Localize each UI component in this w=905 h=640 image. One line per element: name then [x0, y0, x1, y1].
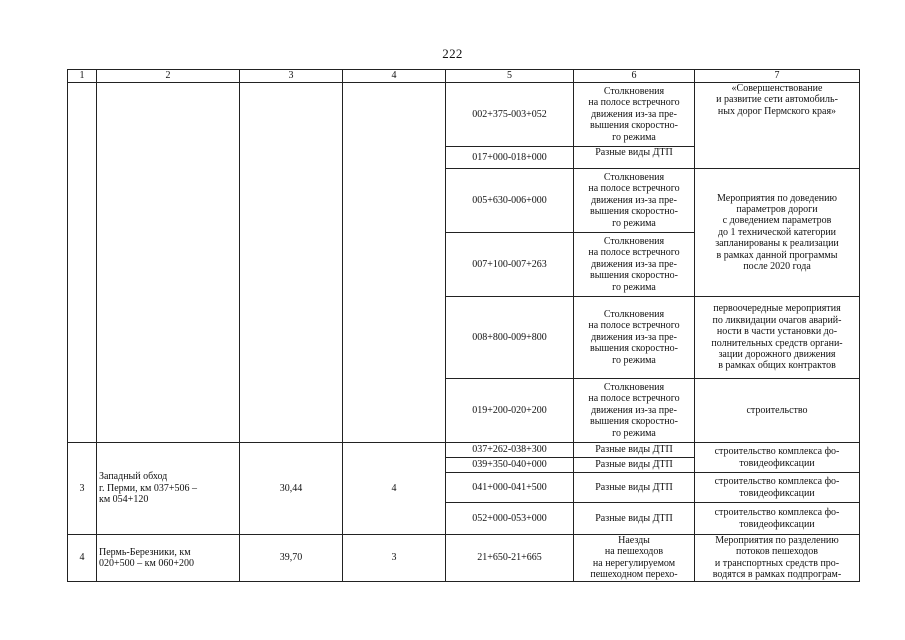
text-line: в рамках общих контрактов [718, 360, 836, 372]
text-line: товидеофиксации [739, 518, 815, 530]
measure-cell [695, 503, 860, 535]
km-cell: 041+000-041+500 [446, 473, 574, 503]
text-line: Столкновения [603, 171, 665, 183]
measure-cell [695, 535, 860, 582]
text-line: полнительных средств органи- [711, 337, 843, 349]
road-length-cell: 39,70 [240, 535, 343, 582]
cell-empty [343, 83, 446, 443]
text-line: го режима [612, 281, 656, 293]
measure-cell [695, 297, 860, 379]
text-line: Столкновения [603, 308, 665, 320]
text-line: го режима [612, 131, 656, 143]
document-table [67, 69, 860, 582]
text-line: вышения скоростно- [590, 270, 678, 282]
accident-type-cell: Разные виды ДТП [574, 443, 695, 458]
text-line: Мероприятия по доведению [717, 192, 837, 204]
measure-cell [695, 443, 860, 473]
text-line: пешеходном перехо- [590, 569, 678, 581]
text-line: строительство комплекса фо- [714, 446, 840, 458]
accident-type-cell [574, 83, 695, 147]
cell-empty [97, 83, 240, 443]
road-length-cell: 30,44 [240, 443, 343, 535]
text-line: 020+500 – км 060+200 [99, 558, 194, 569]
road-name-cell [97, 535, 240, 582]
text-line: и развитие сети автомобиль- [716, 94, 838, 106]
column-header: 4 [343, 70, 446, 83]
km-cell: 21+650-21+665 [446, 535, 574, 582]
text-line: вышения скоростно- [590, 120, 678, 132]
text-line: ных дорог Пермского края» [717, 105, 837, 117]
text-line: потоков пешеходов [736, 546, 818, 558]
column-header: 7 [695, 70, 860, 83]
accident-type-cell [574, 297, 695, 379]
text-line: строительство комплекса фо- [714, 507, 840, 519]
text-line: Мероприятия по разделению [715, 535, 839, 546]
accident-type-cell: Разные виды ДТП [574, 503, 695, 535]
column-header: 2 [97, 70, 240, 83]
hotspot-count-cell: 3 [343, 535, 446, 582]
text-line: параметров дороги [736, 203, 818, 215]
text-line: на полосе встречного [588, 97, 680, 109]
text-line: го режима [612, 217, 656, 229]
table-row [68, 443, 860, 458]
text-line: вышения скоростно- [590, 416, 678, 428]
road-name-cell [97, 443, 240, 535]
measure-cell: строительство [695, 379, 860, 443]
text-line: го режима [612, 354, 656, 366]
text-line: Столкновения [603, 235, 665, 247]
column-header: 6 [574, 70, 695, 83]
km-cell: 002+375-003+052 [446, 83, 574, 147]
text-line: движения из-за пре- [591, 258, 677, 270]
text-line: го режима [612, 427, 656, 439]
text-line: движения из-за пре- [591, 404, 677, 416]
column-header: 1 [68, 70, 97, 83]
text-line: вышения скоростно- [590, 343, 678, 355]
text-line: на полосе встречного [588, 247, 680, 259]
text-line: товидеофиксации [739, 487, 815, 499]
column-header: 5 [446, 70, 574, 83]
page-number: 222 [442, 46, 463, 61]
text-line: движения из-за пре- [591, 331, 677, 343]
accident-type-cell [574, 169, 695, 233]
column-header: 3 [240, 70, 343, 83]
road-number-cell: 4 [68, 535, 97, 582]
table-header-row [68, 70, 860, 83]
text-line: первоочередные мероприятия [713, 303, 841, 315]
text-line: и транспортных средств про- [714, 557, 840, 569]
text-line: зации дорожного движения [718, 348, 836, 360]
text-line: по ликвидации очагов аварий- [712, 314, 842, 326]
cell-empty [240, 83, 343, 443]
km-cell: 052+000-053+000 [446, 503, 574, 535]
text-line: на нерегулируемом [592, 557, 676, 569]
accident-type-cell [574, 535, 695, 582]
text-line: Пермь-Березники, км [99, 546, 191, 558]
text-line: в рамках данной программы [716, 249, 838, 261]
text-line: Наезды [618, 535, 650, 546]
km-cell: 008+800-009+800 [446, 297, 574, 379]
text-line: на пешеходов [604, 546, 664, 558]
text-line: на полосе встречного [588, 320, 680, 332]
text-line: до 1 технической категории [717, 226, 837, 238]
text-line: на полосе встречного [588, 183, 680, 195]
km-cell: 005+630-006+000 [446, 169, 574, 233]
text-line: движения из-за пре- [591, 194, 677, 206]
accident-type-cell: Разные виды ДТП [574, 458, 695, 473]
km-cell: 039+350-040+000 [446, 458, 574, 473]
accident-type-cell: Разные виды ДТП [574, 147, 695, 169]
cell-empty [68, 83, 97, 443]
road-number-cell: 3 [68, 443, 97, 535]
km-cell: 007+100-007+263 [446, 233, 574, 297]
text-line: движения из-за пре- [591, 108, 677, 120]
text-line: Столкновения [603, 85, 665, 97]
measure-cell [695, 169, 860, 297]
measure-cell [695, 83, 860, 169]
text-line: км 054+120 [99, 494, 149, 506]
table-row [68, 535, 860, 582]
accident-type-cell: Разные виды ДТП [574, 473, 695, 503]
hotspot-count-cell: 4 [343, 443, 446, 535]
km-cell: 017+000-018+000 [446, 147, 574, 169]
text-line: строительство комплекса фо- [714, 476, 840, 488]
text-line: товидеофиксации [739, 457, 815, 469]
text-line: Столкновения [603, 381, 665, 393]
accident-type-cell [574, 233, 695, 297]
text-line: вышения скоростно- [590, 206, 678, 218]
text-line: водятся в рамках подпрограм- [712, 569, 842, 581]
text-line: запланированы к реализации [715, 238, 839, 250]
text-line: «Совершенствование [731, 83, 823, 94]
text-line: ности в части установки до- [716, 326, 838, 338]
text-line: Западный обход [99, 471, 168, 483]
table-row [68, 83, 860, 147]
km-cell: 019+200-020+200 [446, 379, 574, 443]
accident-type-cell [574, 379, 695, 443]
text-line: с доведением параметров [722, 215, 832, 227]
text-line: после 2020 года [743, 261, 811, 273]
text-line: г. Перми, км 037+506 – [99, 482, 197, 494]
text-line: на полосе встречного [588, 393, 680, 405]
km-cell: 037+262-038+300 [446, 443, 574, 458]
measure-cell [695, 473, 860, 503]
